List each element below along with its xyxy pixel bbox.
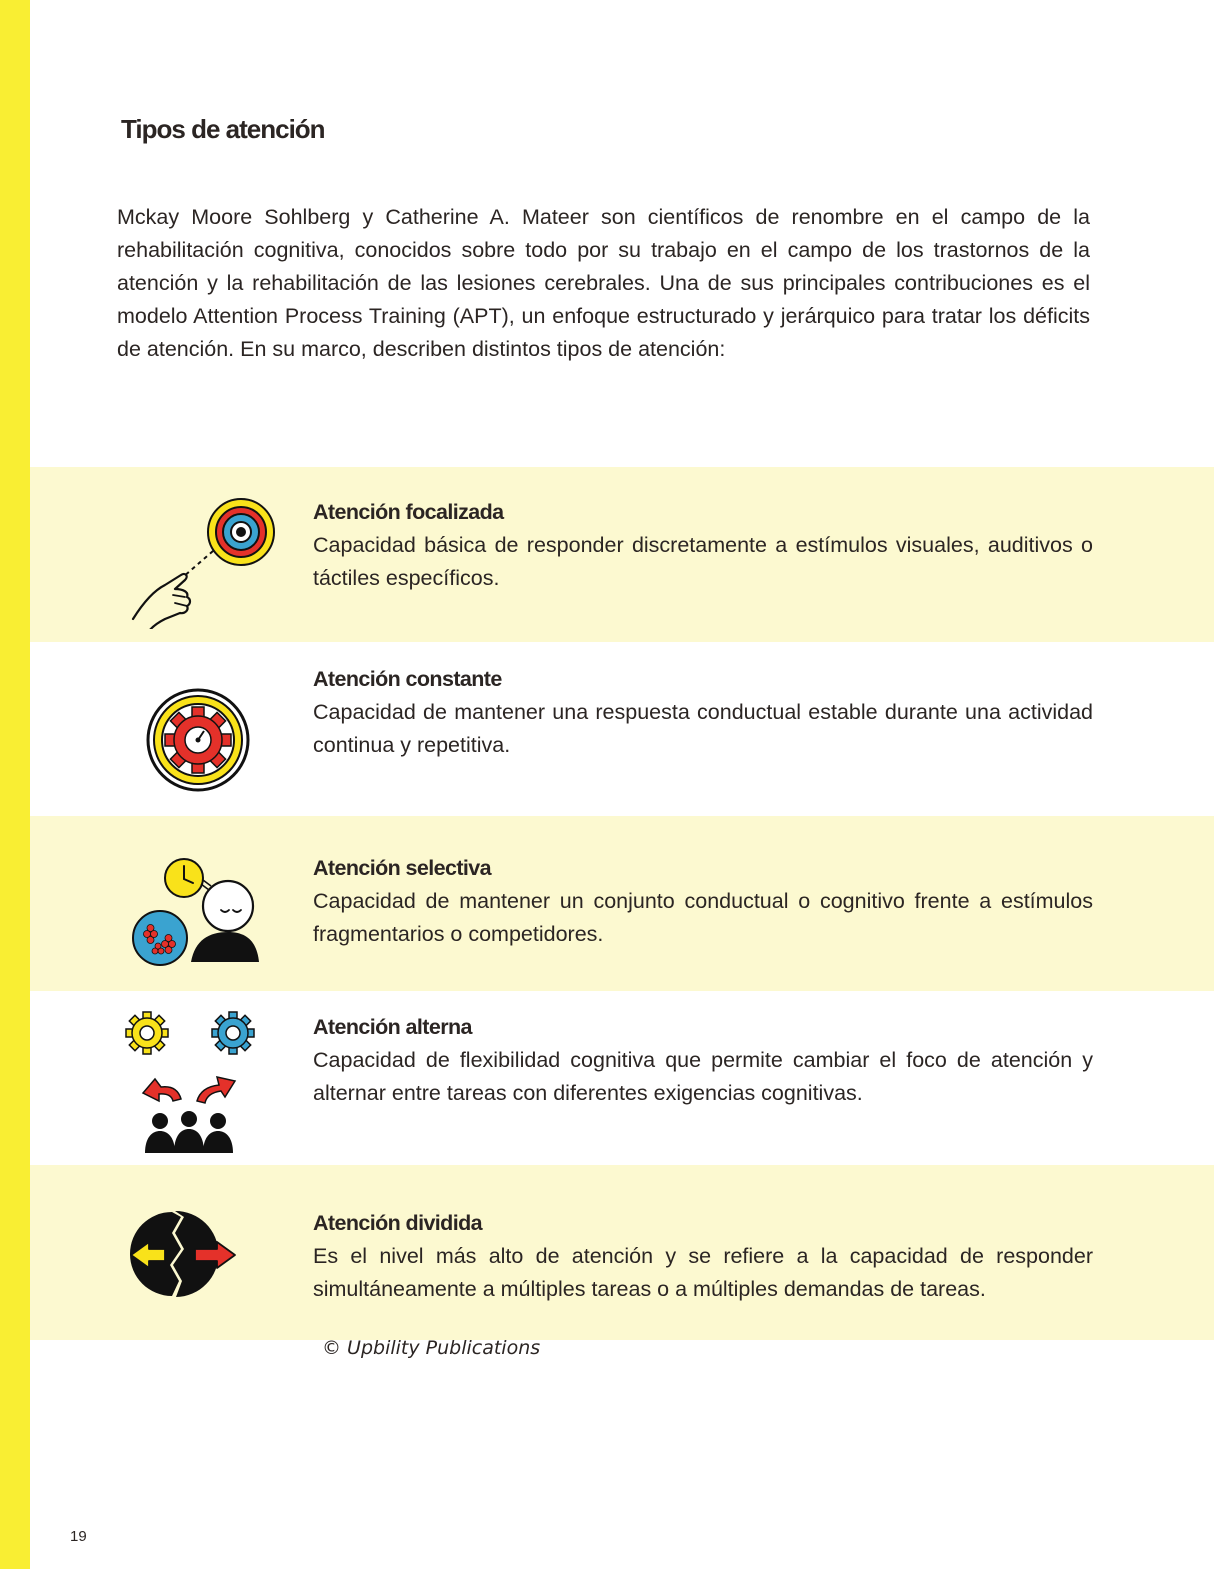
attention-type-selectiva bbox=[30, 816, 1214, 991]
attention-type-title: Atención dividida bbox=[313, 1211, 482, 1235]
hand-pointing-target-icon bbox=[125, 479, 285, 629]
attention-type-description: Capacidad básica de responder discretamente a estímulos visuales, auditivos o táctiles específicos. bbox=[313, 533, 1093, 590]
side-color-bar bbox=[0, 0, 30, 1569]
attention-type-focalizada bbox=[30, 467, 1214, 642]
attention-type-alterna bbox=[30, 991, 1214, 1166]
attention-type-dividida bbox=[30, 1165, 1214, 1340]
attention-type-title: Atención alterna bbox=[313, 1015, 472, 1039]
gear-gauge-icon bbox=[125, 654, 285, 804]
attention-type-title: Atención selectiva bbox=[313, 856, 491, 880]
attention-type-description: Capacidad de flexibilidad cognitiva que permite cambiar el foco de atención y alternar entre tareas con diferentes exigencias cognitivas. bbox=[313, 1048, 1093, 1105]
intro-paragraph: Mckay Moore Sohlberg y Catherine A. Mateer son científicos de renombre en el campo de la rehabilitación cognitiva, conocidos sobre todo por su trabajo en el campo de los trastornos de la atención y la rehabilitación de las lesiones cerebrales. Una de sus principales contribuciones es el modelo Attention Process Training (APT), un enfoque estructurado y jerárquico para tratar los déficits de atención. En su marco, describen distintos tipos de atención: bbox=[117, 205, 1090, 361]
attention-type-description: Capacidad de mantener un conjunto conductual o cognitivo frente a estímulos fragmentarios o competidores. bbox=[313, 889, 1093, 946]
page-number: 19 bbox=[70, 1528, 87, 1545]
attention-type-title: Atención constante bbox=[313, 667, 502, 691]
person-clock-flowers-icon bbox=[125, 828, 285, 978]
gears-people-arrows-icon bbox=[125, 1003, 285, 1153]
attention-type-description: Capacidad de mantener una respuesta conductual estable durante una actividad continua y repetitiva. bbox=[313, 700, 1093, 757]
copyright-notice: © Upbility Publications bbox=[322, 1337, 541, 1359]
split-globe-arrows-icon bbox=[125, 1177, 285, 1327]
page-title: Tipos de atención bbox=[121, 114, 325, 144]
attention-type-title: Atención focalizada bbox=[313, 500, 504, 524]
attention-type-constante bbox=[30, 642, 1214, 817]
attention-type-description: Es el nivel más alto de atención y se refiere a la capacidad de responder simultáneamente a múltiples tareas o a múltiples demandas de tareas. bbox=[313, 1244, 1093, 1301]
